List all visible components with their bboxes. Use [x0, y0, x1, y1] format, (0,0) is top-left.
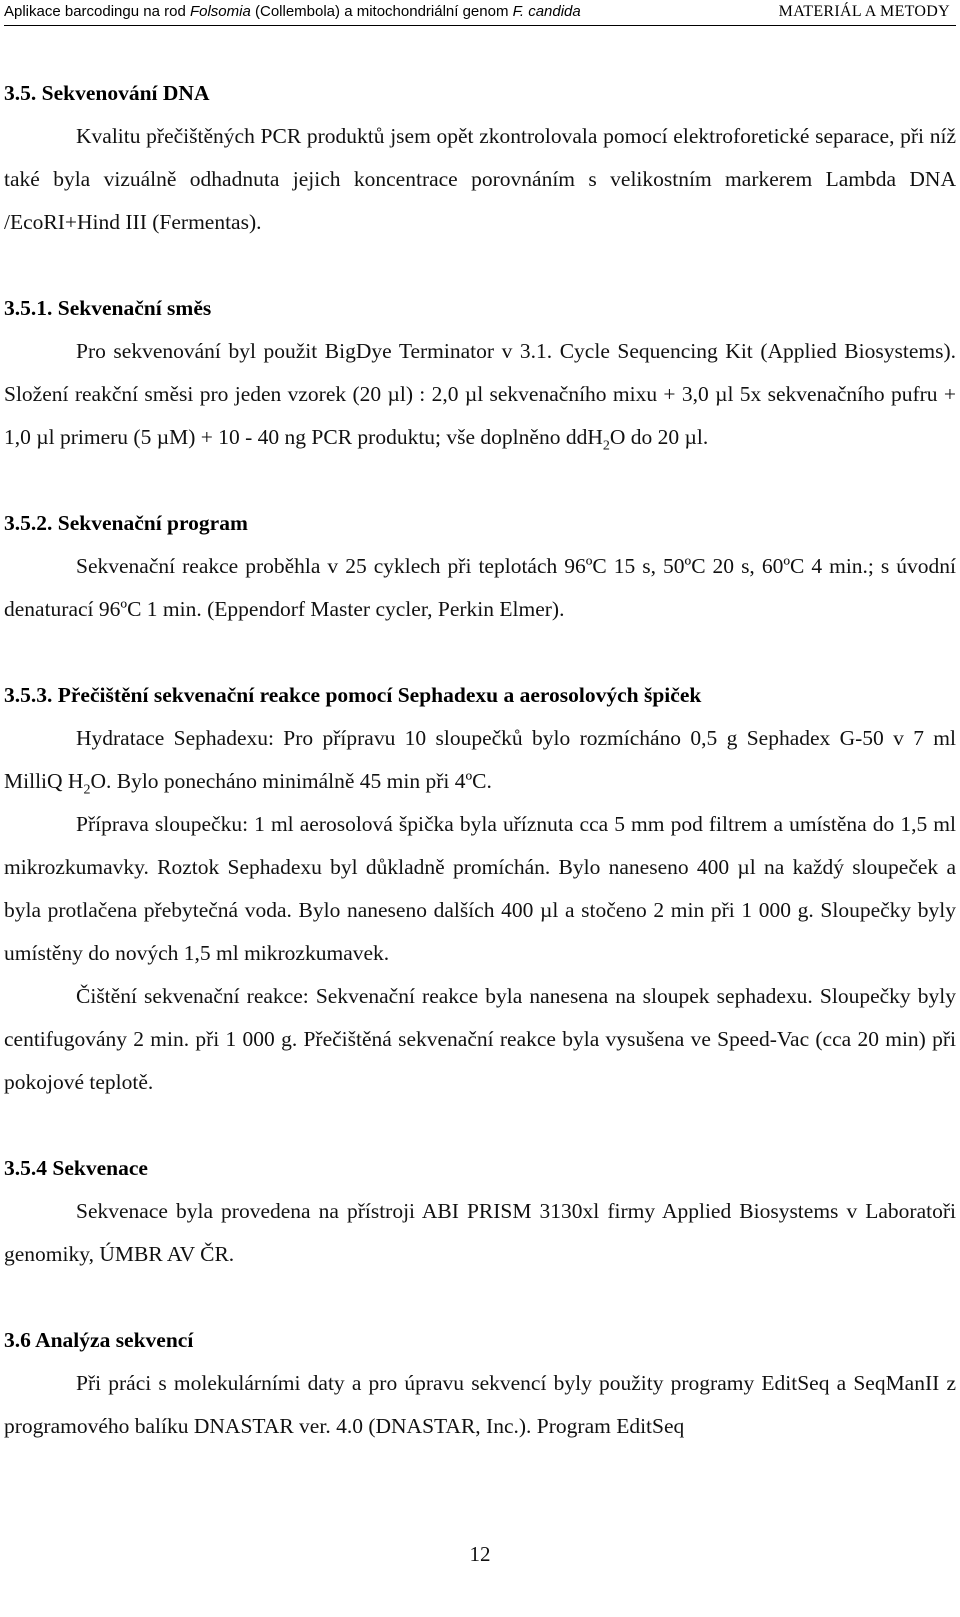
header-section: MATERIÁL A METODY: [778, 3, 950, 20]
paragraph-text: Pro sekvenování byl použit BigDye Terminator v 3.1. Cycle Sequencing Kit (Applied Biosystems). Složení reakční směsi pro jeden vzorek (20 µl) : 2,0 µl sekvenačního mixu + 3,0 µl 5x sekvenačního pufru + 1,0 µl primeru (5 µM) + 10 - 40 ng PCR produktu; vše doplněno ddH: [4, 339, 956, 449]
paragraph: Čištění sekvenační reakce: Sekvenační reakce byla nanesena na sloupek sephadexu. Sloupečky byly centifugovány 2 min. při 1 000 g. Přečištěná sekvenační reakce byla vysušena ve Speed-Vac (cca 20 min) při pokojové teplotě.: [4, 984, 956, 1094]
paragraph-text: Hydratace Sephadexu: Pro přípravu 10 sloupečků bylo rozmícháno 0,5 g Sephadex G-50 v 7 ml MilliQ H: [4, 726, 956, 793]
subscript: 2: [602, 438, 610, 454]
header-genus: Folsomia: [189, 3, 251, 20]
paragraph-text: O. Bylo ponecháno minimálně 45 min při 4ºC.: [90, 769, 492, 793]
paragraph: Při práci s molekulárními daty a pro úpravu sekvencí byly použity programy EditSeq a SeqManII z programového balíku DNASTAR ver. 4.0 (DNASTAR, Inc.). Program EditSeq: [4, 1371, 956, 1438]
section-heading-3-6: 3.6 Analýza sekvencí: [4, 1328, 194, 1352]
paragraph-text: O do 20 µl.: [609, 425, 709, 449]
section-heading-3-5-4: 3.5.4 Sekvenace: [4, 1156, 148, 1180]
paragraph: Příprava sloupečku: 1 ml aerosolová špička byla uříznuta cca 5 mm pod filtrem a umístěna do 1,5 ml mikrozkumavky. Roztok Sephadexu byl důkladně promíchán. Bylo naneseno 400 µl na každý sloupeček a byla protlačena přebytečná voda. Bylo naneseno dalších 400 µl a stočeno 2 min při 1 000 g. Sloupečky byly umístěny do nových 1,5 ml mikrozkumavek.: [4, 812, 956, 965]
paragraph: [4, 330, 956, 459]
subscript: 2: [83, 782, 91, 798]
running-header: [4, 1, 956, 26]
paragraph: Sekvenační reakce proběhla v 25 cyklech při teplotách 96ºC 15 s, 50ºC 20 s, 60ºC 4 min.; s úvodní denaturací 96ºC 1 min. (Eppendorf Master cycler, Perkin Elmer).: [4, 554, 956, 621]
header-title-mid: (Collembola) a mitochondriální genom: [250, 3, 513, 20]
section-heading-3-5-1: 3.5.1. Sekvenační směs: [4, 296, 212, 320]
header-title-text: Aplikace barcodingu na rod: [4, 3, 190, 20]
paragraph: Kvalitu přečištěných PCR produktů jsem opět zkontrolovala pomocí elektroforetické separace, při níž také byla vizuálně odhadnuta jejich koncentrace porovnáním s velikostním markerem Lambda DNA /EcoRI+Hind III (Fermentas).: [4, 124, 956, 234]
page-number: 12: [469, 1542, 491, 1566]
section-heading-3-5-3: 3.5.3. Přečištění sekvenační reakce pomocí Sephadexu a aerosolových špiček: [4, 683, 702, 707]
paragraph: Sekvenace byla provedena na přístroji ABI PRISM 3130xl firmy Applied Biosystems v Laboratoři genomiky, ÚMBR AV ČR.: [4, 1199, 956, 1266]
section-heading-3-5: 3.5. Sekvenování DNA: [4, 81, 210, 105]
document-body: [4, 72, 956, 1448]
section-heading-3-5-2: 3.5.2. Sekvenační program: [4, 511, 248, 535]
paragraph: [4, 717, 956, 803]
header-title: [4, 3, 581, 20]
header-species: F. candida: [512, 3, 581, 20]
